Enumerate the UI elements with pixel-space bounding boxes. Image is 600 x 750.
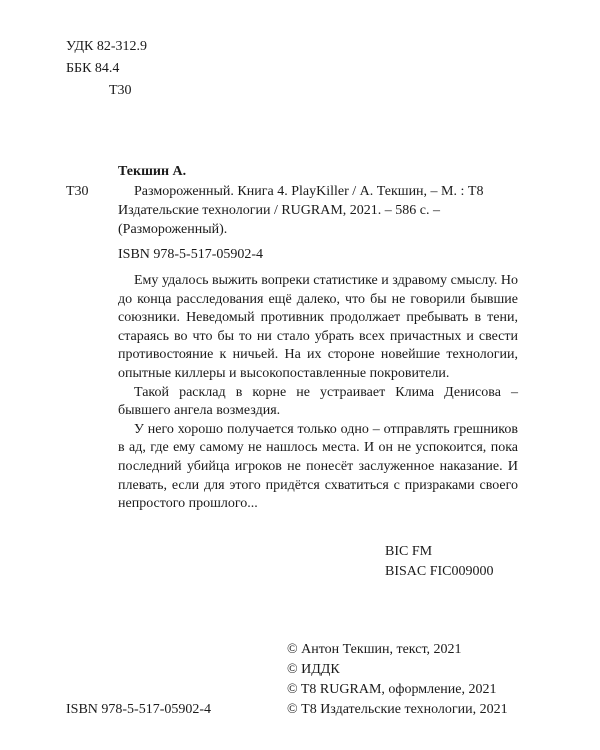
bbk-code: ББК 84.4 xyxy=(66,61,120,76)
bib-sign: Т30 xyxy=(66,184,89,199)
annotation xyxy=(118,272,518,514)
copyright-iddk: © ИДДК xyxy=(287,662,340,677)
author-sign: Т30 xyxy=(109,83,132,98)
bic-code: BIC FM xyxy=(385,544,433,559)
bisac-code: BISAC FIC009000 xyxy=(385,564,494,579)
isbn-footer: ISBN 978-5-517-05902-4 xyxy=(66,702,212,717)
annotation-paragraph-3: У него хорошо получается только одно – отправлять грешников в ад, где ему самому не нашлось места. И он не успокоится, пока последний убийца игроков не понесёт заслуженное наказание. И плевать, если для этого придётся схватиться с призраками своего непростого прошлого... xyxy=(118,421,518,512)
author-heading: Текшин А. xyxy=(118,164,187,179)
copyright-author: © Антон Текшин, текст, 2021 xyxy=(287,642,462,657)
annotation-paragraph-2: Такой расклад в корне не устраивает Клима Денисова – бывшего ангела возмездия. xyxy=(118,384,518,419)
annotation-paragraph-1: Ему удалось выжить вопреки статистике и здравому смыслу. Но до конца расследования ещё далеко, что бы не говорили бывшие союзники. Неведомый противник продолжает пребывать в тени, стараясь во что бы то ни стало убрать всех причастных и свести противостояние к ничьей. На их стороне новейшие технологии, опытные киллеры и высокопоставленные покровители. xyxy=(118,273,518,381)
copyright-publisher: © Т8 Издательские технологии, 2021 xyxy=(287,702,508,717)
isbn-main: ISBN 978-5-517-05902-4 xyxy=(118,247,264,262)
bib-description: Размороженный. Книга 4. PlayKiller / А. Текшин, – М. : Т8 Издательские технологии / RUGRAM, 2021. – 586 с. – (Размороженный). xyxy=(118,184,484,237)
udk-code: УДК 82-312.9 xyxy=(66,39,148,54)
bib-description-block xyxy=(118,182,516,239)
copyright-design: © T8 RUGRAM, оформление, 2021 xyxy=(287,682,497,697)
